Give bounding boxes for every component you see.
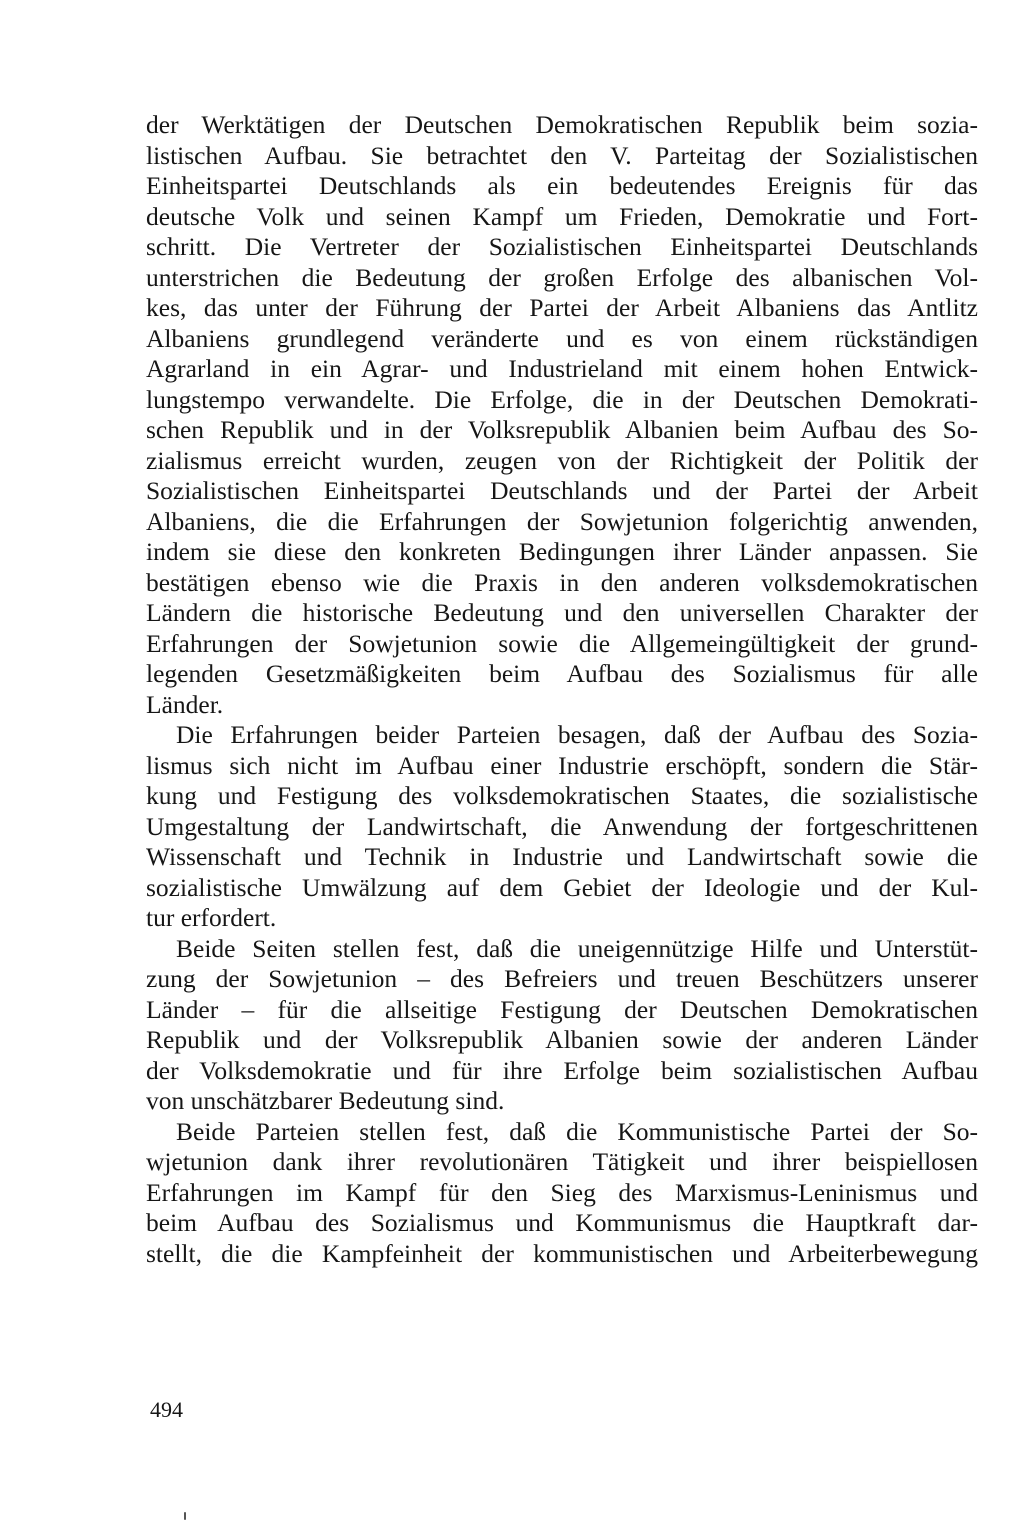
text-line: sozialistische Umwälzung auf dem Gebiet der Ideologie und der Kul-	[146, 872, 978, 902]
text-line: Albaniens grundlegend veränderte und es von einem rückständigen	[146, 323, 978, 353]
text-line: Ländern die historische Bedeutung und den universellen Charakter der	[146, 598, 978, 627]
page-number: 494	[150, 1397, 183, 1422]
body-text	[146, 110, 978, 1269]
text-line: kung und Festigung des volksdemokratischen Staates, die sozialistische	[146, 781, 978, 810]
text-line: Erfahrungen im Kampf für den Sieg des Marxismus-Leninismus und	[146, 1177, 978, 1207]
text-line: Sozialistischen Einheitspartei Deutschlands und der Partei der Arbeit	[146, 476, 978, 505]
text-line: legenden Gesetzmäßigkeiten beim Aufbau des Sozialismus für alle	[146, 659, 978, 688]
text-line: schritt. Die Vertreter der Sozialistischen Einheitspartei Deutschlands	[146, 232, 978, 261]
text-line: Beide Seiten stellen fest, daß die uneigennützige Hilfe und Unterstüt-	[176, 933, 978, 963]
text-line: stellt, die die Kampfeinheit der kommunistischen und Arbeiterbewegung	[146, 1238, 978, 1268]
text-line: listischen Aufbau. Sie betrachtet den V. Parteitag der Sozialistischen	[146, 140, 978, 170]
text-line: Länder – für die allseitige Festigung der Deutschen Demokratischen	[146, 994, 978, 1024]
text-line: Länder.	[146, 689, 224, 719]
text-line: lismus sich nicht im Aufbau einer Industrie erschöpft, sondern die Stär-	[146, 750, 978, 780]
text-line: Wissenschaft und Technik in Industrie und Landwirtschaft sowie die	[146, 842, 978, 871]
scan-speck	[184, 1512, 186, 1520]
text-line: schen Republik und in der Volksrepublik Albanien beim Aufbau des So-	[146, 415, 978, 444]
text-line: tur erfordert.	[146, 903, 277, 932]
text-line: Beide Parteien stellen fest, daß die Kommunistische Partei der So-	[176, 1116, 978, 1146]
text-line: Albaniens, die die Erfahrungen der Sowjetunion folgerichtig anwenden,	[146, 506, 978, 536]
text-line: deutsche Volk und seinen Kampf um Frieden, Demokratie und Fort-	[146, 201, 978, 231]
text-line: Umgestaltung der Landwirtschaft, die Anwendung der fortgeschrittenen	[146, 811, 978, 841]
text-line: der Volksdemokratie und für ihre Erfolge beim sozialistischen Aufbau	[146, 1055, 978, 1085]
text-line: von unschätzbarer Bedeutung sind.	[146, 1086, 505, 1115]
text-line: Agrarland in ein Agrar- und Industrieland mit einem hohen Entwick-	[146, 354, 978, 383]
text-line: Republik und der Volksrepublik Albanien sowie der anderen Länder	[146, 1025, 978, 1054]
text-line: kes, das unter der Führung der Partei der Arbeit Albaniens das Antlitz	[146, 293, 978, 322]
text-line: indem sie diese den konkreten Bedingungen ihrer Länder anpassen. Sie	[146, 537, 978, 566]
paragraph	[146, 934, 978, 1117]
text-line: Die Erfahrungen beider Parteien besagen, daß der Aufbau des Sozia-	[176, 720, 978, 749]
paragraph	[146, 110, 978, 720]
text-line: bestätigen ebenso wie die Praxis in den anderen volksdemokratischen	[146, 567, 978, 597]
text-line: zung der Sowjetunion – des Befreiers und treuen Beschützers unserer	[146, 964, 978, 993]
paragraph	[146, 1117, 978, 1270]
text-line: wjetunion dank ihrer revolutionären Tätigkeit und ihrer beispiellosen	[146, 1147, 978, 1176]
text-line: zialismus erreicht wurden, zeugen von der Richtigkeit der Politik der	[146, 445, 978, 475]
text-line: der Werktätigen der Deutschen Demokratischen Republik beim sozia-	[146, 110, 978, 139]
paragraph	[146, 720, 978, 934]
text-line: beim Aufbau des Sozialismus und Kommunismus die Hauptkraft dar-	[146, 1208, 978, 1237]
text-line: unterstrichen die Bedeutung der großen Erfolge des albanischen Vol-	[146, 262, 978, 292]
text-line: lungstempo verwandelte. Die Erfolge, die in der Deutschen Demokrati-	[146, 384, 978, 414]
text-line: Einheitspartei Deutschlands als ein bedeutendes Ereignis für das	[146, 171, 978, 200]
text-line: Erfahrungen der Sowjetunion sowie die Allgemeingültigkeit der grund-	[146, 628, 978, 658]
